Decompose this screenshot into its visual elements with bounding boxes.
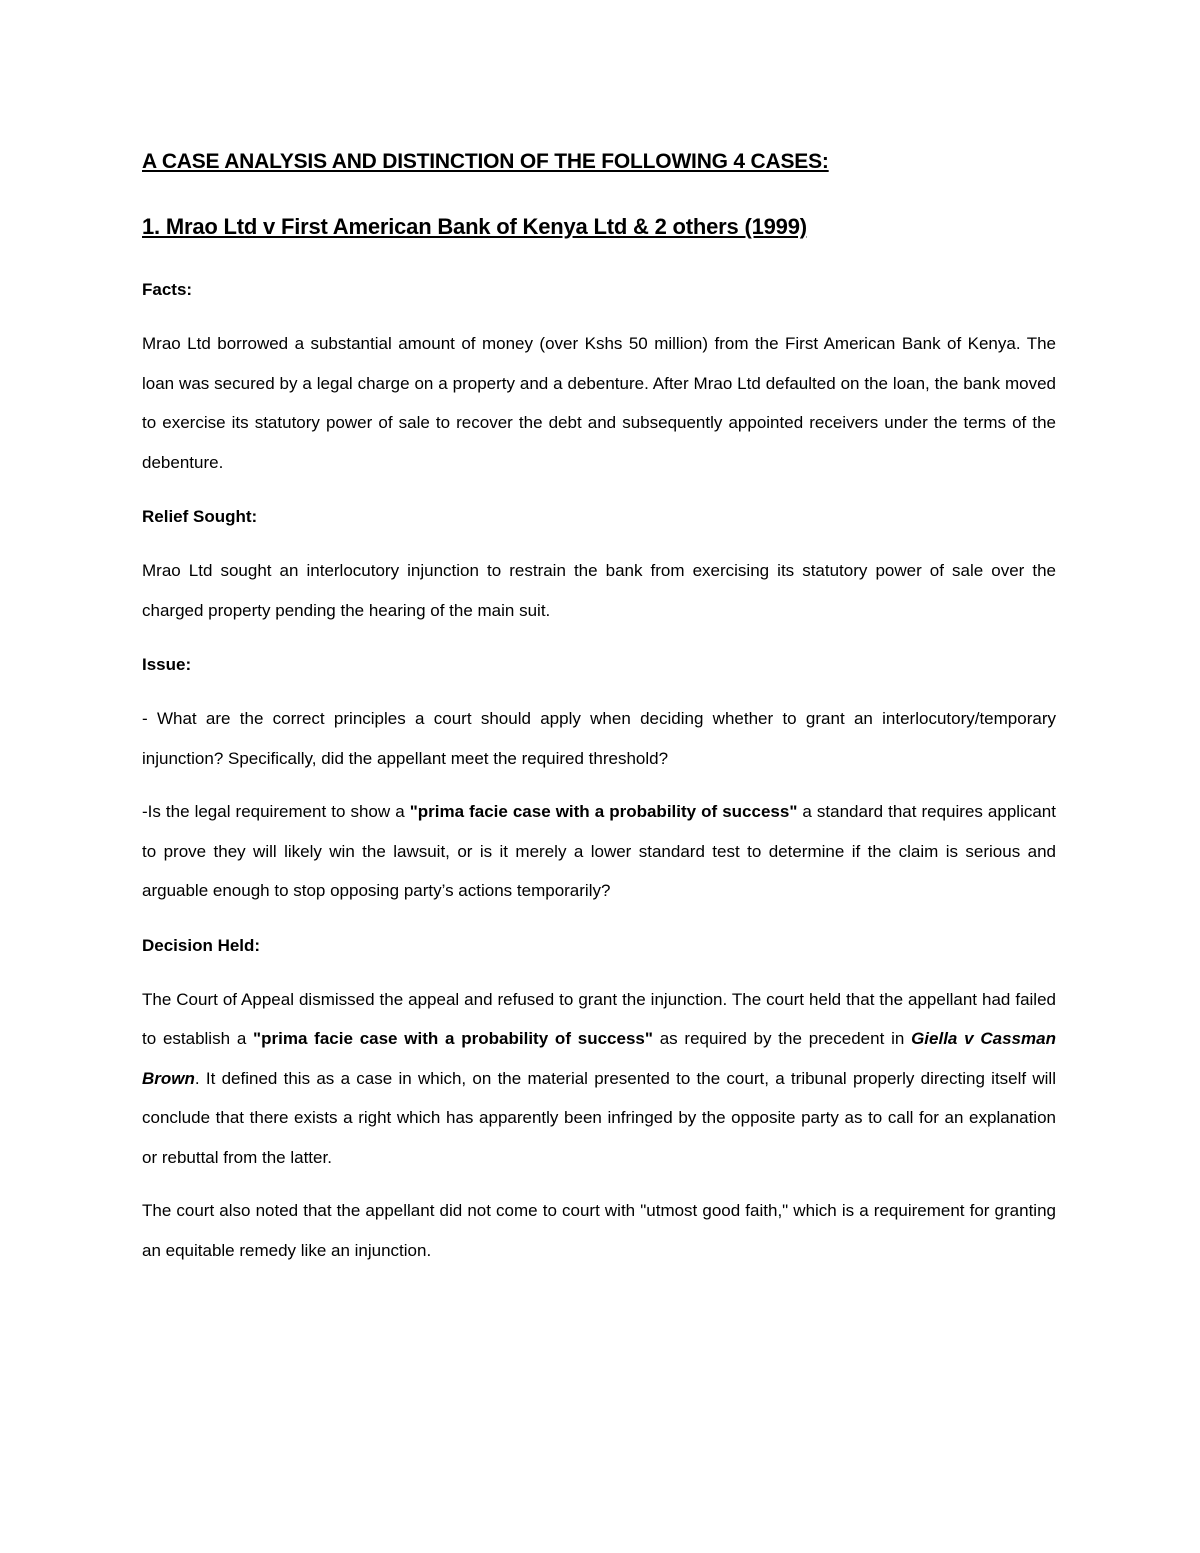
- issue-2-text-start: -Is the legal requirement to show a: [142, 802, 410, 821]
- decision-text-start: The Court of Appeal dismissed the appeal and refused to grant the injunction. The court held that the appellant had failed to establish a: [142, 989, 1056, 1048]
- issue-paragraph-2: [142, 792, 1056, 911]
- facts-heading: Facts:: [142, 280, 193, 299]
- document-title: A CASE ANALYSIS AND DISTINCTION OF THE FOLLOWING 4 CASES:: [142, 150, 829, 173]
- document-body: [142, 146, 1056, 1270]
- decision-text-end: . It defined this as a case in which, on the material presented to the court, a tribunal properly directing itself will conclude that there exists a right which has apparently been infringed by the opposite party as to call for an explanation or rebuttal from the latter.: [142, 1068, 1056, 1167]
- decision-text-middle: as required by the precedent in: [652, 1029, 912, 1048]
- decision-emphasis: "prima facie case with a probability of success": [253, 1029, 653, 1048]
- good-faith-paragraph: The court also noted that the appellant did not come to court with "utmost good faith," which is a requirement for granting an equitable remedy like an injunction.: [142, 1201, 1056, 1260]
- decision-heading: Decision Held:: [142, 935, 261, 955]
- decision-case-reference: Giella v Cassman Brown: [142, 1029, 1056, 1088]
- relief-paragraph: Mrao Ltd sought an interlocutory injunction to restrain the bank from exercising its statutory power of sale over the charged property pending the hearing of the main suit.: [142, 561, 1056, 620]
- issue-heading: Issue:: [142, 655, 192, 674]
- issue-2-text-end: a standard that requires applicant to prove they will likely win the lawsuit, or is it merely a lower standard test to determine if the claim is serious and arguable enough to stop opposing party’s actions temporarily?: [142, 802, 1056, 900]
- issue-paragraph-1: - What are the correct principles a court should apply when deciding whether to grant an interlocutory/temporary injunction? Specifically, did the appellant meet the required threshold?: [142, 709, 1056, 768]
- decision-paragraph: [142, 980, 1056, 1178]
- case-title: 1. Mrao Ltd v First American Bank of Kenya Ltd & 2 others (1999): [142, 214, 807, 239]
- issue-2-emphasis: "prima facie case with a probability of success": [409, 802, 798, 821]
- facts-paragraph: Mrao Ltd borrowed a substantial amount of money (over Kshs 50 million) from the First American Bank of Kenya. The loan was secured by a legal charge on a property and a debenture. After Mrao Ltd defaulted on the loan, the bank moved to exercise its statutory power of sale to recover the debt and subsequently appointed receivers under the terms of the debenture.: [142, 334, 1056, 472]
- relief-heading: Relief Sought:: [142, 507, 258, 526]
